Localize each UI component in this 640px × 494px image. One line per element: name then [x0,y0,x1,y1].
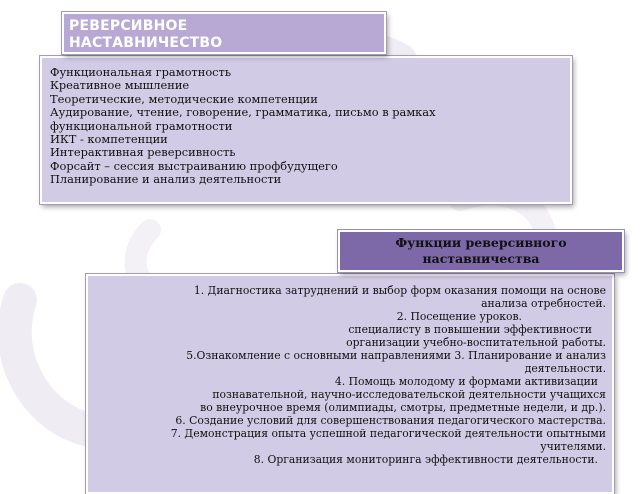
function-line: 4. Помощь молодому и формами активизации [334,375,598,388]
function-line: 7. Демонстрация опыта успешной педагогической деятельности опытными [170,427,606,440]
competency-item: ИКТ - компетенции [50,132,168,147]
functions-header-box [338,230,624,272]
function-line: организации учебно-воспитательной работы. [346,336,606,349]
function-line: 6. Создание условий для совершенствования педагогического мастерства. [175,414,606,427]
functions-panel [86,274,614,494]
function-line: познавательной, научно-исследовательской деятельности учащихся [212,388,606,401]
competency-item: Креативное мышление [50,78,190,93]
functions-header-line-1: Функции реверсивного [395,235,567,250]
function-line: 8. Организация мониторинга эффективности деятельности. [253,453,598,466]
competency-item: Теоретические, методические компетенции [50,91,318,106]
function-line: деятельности. [524,362,606,375]
function-line: во внеурочное время (олимпиады, смотры, предметные недели, и др.). [200,401,606,414]
slide-title-box [62,12,386,54]
competency-item: Аудирование, чтение, говорение, грамматика, письмо в рамках [50,105,436,120]
slide-title [69,18,222,52]
competency-item: Форсайт – сессия выстраиванию профбудущего [50,158,338,173]
competency-item: Функциональная грамотность [50,65,232,79]
function-line: 5.Ознакомление с основными направлениями 3. Планирование и анализ [186,349,606,362]
competency-item: Интерактивная реверсивность [50,145,236,160]
function-line: учителями. [540,440,606,453]
competencies-panel [40,56,572,204]
function-line: анализа отребностей. [481,297,606,310]
function-line: специалисту в повышении эффективности [348,323,592,336]
slide-title-line-1: РЕВЕРСИВНОЕ [69,18,188,34]
functions-header-line-2: наставничества [422,251,540,266]
slide-title-line-2: НАСТАВНИЧЕСТВО [69,35,223,51]
function-line: 1. Диагностика затруднений и выбор форм оказания помощи на основе [193,284,606,297]
function-line: 2. Посещение уроков. [396,310,522,323]
competency-item-continuation: функциональной грамотности [50,118,233,133]
competency-item: Планирование и анализ деятельности [50,172,282,187]
